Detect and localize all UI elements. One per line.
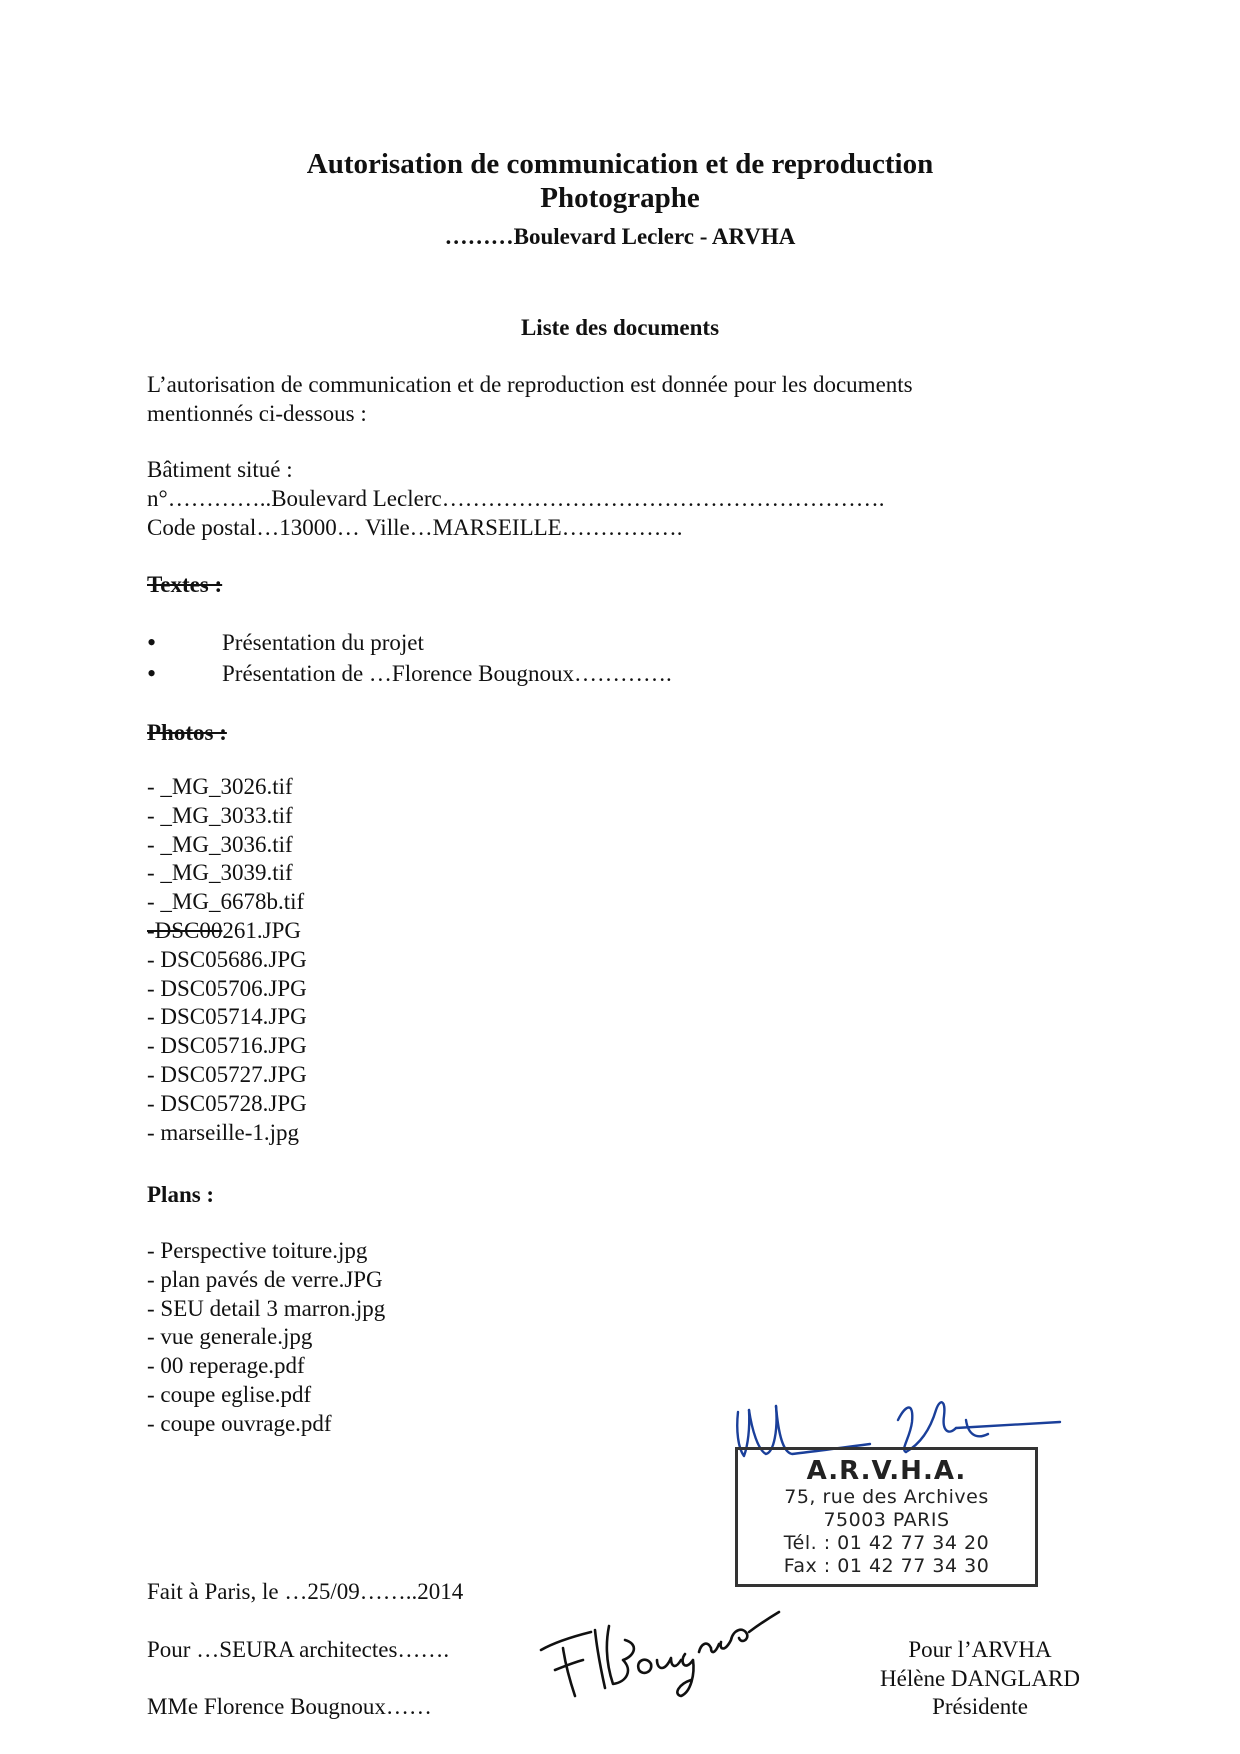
photos-list	[147, 773, 307, 1147]
list-item: - plan pavés de verre.JPG	[147, 1266, 383, 1292]
list-item: • Présentation du projet	[147, 627, 672, 658]
list-item: - DSC05727.JPG	[147, 1061, 307, 1087]
building-block	[147, 455, 884, 542]
stamp-city: 75003 PARIS	[823, 1509, 950, 1531]
intro-line-2: mentionnés ci-dessous :	[147, 401, 367, 426]
list-item: - DSC05706.JPG	[147, 975, 307, 1001]
stamp-fax: Fax : 01 42 77 34 30	[783, 1555, 990, 1577]
building-label: Bâtiment situé :	[147, 457, 293, 482]
list-item: - marseille-1.jpg	[147, 1119, 300, 1145]
arvha-stamp	[735, 1447, 1038, 1587]
texts-list	[147, 627, 672, 689]
list-item: - Perspective toiture.jpg	[147, 1238, 368, 1263]
plans-heading: Plans :	[147, 1182, 215, 1207]
photos-heading: Photos :	[147, 720, 227, 745]
section-title: Liste des documents	[520, 315, 720, 340]
list-item: - vue generale.jpg	[147, 1324, 313, 1350]
texts-heading: Textes :	[147, 572, 223, 597]
list-item-struck	[147, 917, 307, 946]
list-item: - DSC05714.JPG	[147, 1004, 307, 1030]
list-item: - DSC05686.JPG	[147, 946, 307, 972]
stamp-name: A.R.V.H.A.	[806, 1456, 967, 1486]
document-title: Autorisation de communication et de reproduction	[306, 148, 934, 180]
list-item: - coupe ouvrage.pdf	[147, 1410, 332, 1436]
plans-list	[147, 1237, 385, 1439]
list-item: - DSC05716.JPG	[147, 1033, 307, 1059]
intro-line-1: L’autorisation de communication et de reproduction est donnée pour les documents	[147, 372, 913, 397]
name-right: Hélène DANGLARD	[880, 1665, 1080, 1691]
list-item: - _MG_3039.tif	[147, 860, 293, 886]
stamp-tel: Tél. : 01 42 77 34 20	[783, 1532, 990, 1554]
place-date: Fait à Paris, le …25/09……..2014	[147, 1579, 464, 1604]
list-item: - 00 reperage.pdf	[147, 1353, 305, 1379]
intro-paragraph	[147, 370, 913, 428]
document-address-subtitle: ………Boulevard Leclerc - ARVHA	[444, 224, 796, 249]
list-item: - _MG_3033.tif	[147, 802, 293, 828]
stamp-address: 75, rue des Archives	[784, 1486, 989, 1508]
name-left: MMe Florence Bougnoux……	[147, 1694, 432, 1719]
role-right: Présidente	[932, 1694, 1028, 1719]
signatory-right	[855, 1636, 1105, 1722]
building-address-line: n°…………..Boulevard Leclerc………………………………………………….	[147, 486, 885, 511]
struck-prefix: -DSC00	[147, 917, 223, 943]
list-item: - coupe eglise.pdf	[147, 1381, 312, 1407]
struck-rest: 261.JPG	[222, 917, 302, 943]
building-city-line: Code postal…13000… Ville…MARSEILLE…………….	[147, 515, 683, 540]
list-item: - _MG_6678b.tif	[147, 889, 305, 915]
list-item: - _MG_3026.tif	[147, 774, 293, 799]
document-subtitle-photographe: Photographe	[540, 182, 700, 214]
list-item: - _MG_3036.tif	[147, 831, 293, 857]
list-item: • Présentation de …Florence Bougnoux………….	[147, 658, 672, 689]
list-item: - DSC05728.JPG	[147, 1090, 307, 1116]
pour-left: Pour …SEURA architectes…….	[147, 1637, 450, 1662]
pour-right: Pour l’ARVHA	[908, 1637, 1052, 1662]
signature-left	[535, 1600, 785, 1710]
list-item: - SEU detail 3 marron.jpg	[147, 1295, 386, 1321]
